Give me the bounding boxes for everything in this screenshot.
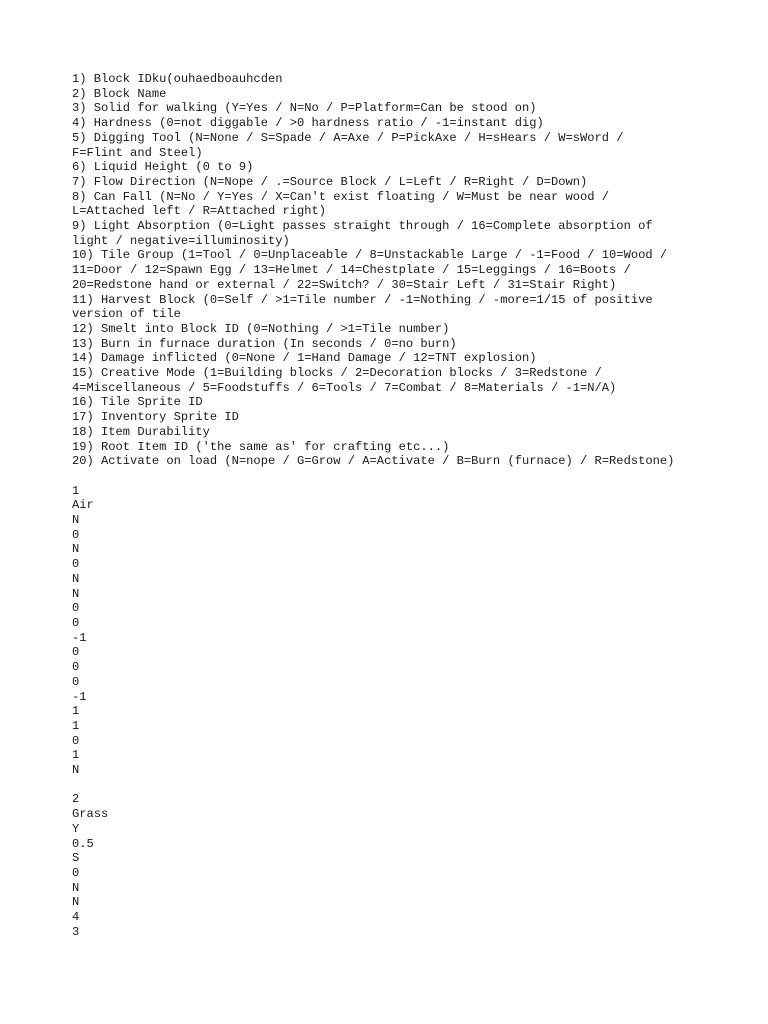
block-value: 0 — [72, 645, 80, 660]
block-value: N — [72, 763, 80, 778]
block-value: 1 — [72, 748, 80, 763]
legend-line: 10) Tile Group (1=Tool / 0=Unplaceable / 8=Unstackable Large / -1=Food / 10=Wood / — [72, 248, 668, 263]
legend-line: 20=Redstone hand or external / 22=Switch? / 30=Stair Left / 31=Stair Right) — [72, 277, 617, 292]
block-value: 0 — [72, 527, 80, 542]
block-value: N — [72, 542, 80, 557]
block-value: -1 — [72, 630, 87, 645]
legend-line: 7) Flow Direction (N=Nope / .=Source Block / L=Left / R=Right / D=Down) — [72, 174, 588, 189]
block-value: N — [72, 586, 80, 601]
legend-line: 4) Hardness (0=not diggable / >0 hardness ratio / -1=instant dig) — [72, 116, 544, 131]
block-value: 4 — [72, 910, 80, 925]
block-value: 0 — [72, 674, 80, 689]
block-value: 2 — [72, 792, 80, 807]
block-value: 0 — [72, 601, 80, 616]
legend-line: 17) Inventory Sprite ID — [72, 410, 239, 425]
block-value: Grass — [72, 807, 109, 822]
block-value: S — [72, 851, 80, 866]
block-value: -1 — [72, 689, 87, 704]
field-legend — [72, 72, 712, 469]
legend-line: 12) Smelt into Block ID (0=Nothing / >1=Tile number) — [72, 321, 450, 336]
legend-line: 5) Digging Tool (N=None / S=Spade / A=Axe / P=PickAxe / H=sHears / W=sWord / — [72, 130, 624, 145]
block-value: 0 — [72, 865, 80, 880]
block-value: 0 — [72, 616, 80, 630]
document-page — [72, 72, 712, 939]
legend-line: 18) Item Durability — [72, 424, 210, 439]
block-record-air — [72, 484, 712, 778]
legend-line: 4=Miscellaneous / 5=Foodstuffs / 6=Tools / 7=Combat / 8=Materials / -1=N/A) — [72, 380, 617, 395]
legend-line: 16) Tile Sprite ID — [72, 395, 203, 410]
block-value: 1 — [72, 704, 80, 719]
block-value: 1 — [72, 483, 80, 498]
legend-line: 2) Block Name — [72, 86, 167, 101]
legend-line: light / negative=illuminosity) — [72, 233, 290, 248]
legend-line: 14) Damage inflicted (0=None / 1=Hand Damage / 12=TNT explosion) — [72, 351, 537, 366]
legend-line: 20) Activate on load (N=nope / G=Grow / A=Activate / B=Burn (furnace) / R=Redstone) — [72, 454, 675, 469]
legend-line: L=Attached left / R=Attached right) — [72, 204, 327, 219]
block-value: N — [72, 895, 80, 910]
block-value: 0 — [72, 557, 80, 572]
block-value: Air — [72, 498, 94, 513]
block-value: 0 — [72, 660, 80, 675]
block-value: N — [72, 571, 80, 586]
legend-line: 11) Harvest Block (0=Self / >1=Tile number / -1=Nothing / -more=1/15 of positive — [72, 292, 653, 307]
legend-line: 11=Door / 12=Spawn Egg / 13=Helmet / 14=Chestplate / 15=Leggings / 16=Boots / — [72, 263, 631, 278]
legend-line: version of tile — [72, 307, 181, 322]
legend-line: 9) Light Absorption (0=Light passes straight through / 16=Complete absorption of — [72, 219, 653, 234]
block-value: Y — [72, 821, 80, 836]
block-value: 3 — [72, 924, 80, 939]
legend-line: 3) Solid for walking (Y=Yes / N=No / P=Platform=Can be stood on) — [72, 101, 537, 116]
block-record-grass — [72, 792, 712, 939]
block-value: N — [72, 513, 80, 528]
legend-line: F=Flint and Steel) — [72, 145, 203, 160]
block-value: 0.5 — [72, 836, 94, 851]
block-value: 1 — [72, 718, 80, 733]
legend-line: 1) Block IDku(ouhaedboauhcden — [72, 72, 283, 86]
legend-line: 19) Root Item ID ('the same as' for crafting etc...) — [72, 439, 450, 454]
section-gap — [72, 469, 712, 484]
legend-line: 15) Creative Mode (1=Building blocks / 2=Decoration blocks / 3=Redstone / — [72, 366, 602, 381]
block-value: N — [72, 880, 80, 895]
block-value: 0 — [72, 733, 80, 748]
legend-line: 6) Liquid Height (0 to 9) — [72, 160, 254, 175]
section-gap — [72, 778, 712, 793]
legend-line: 13) Burn in furnace duration (In seconds / 0=no burn) — [72, 336, 457, 351]
legend-line: 8) Can Fall (N=No / Y=Yes / X=Can't exist floating / W=Must be near wood / — [72, 189, 610, 204]
